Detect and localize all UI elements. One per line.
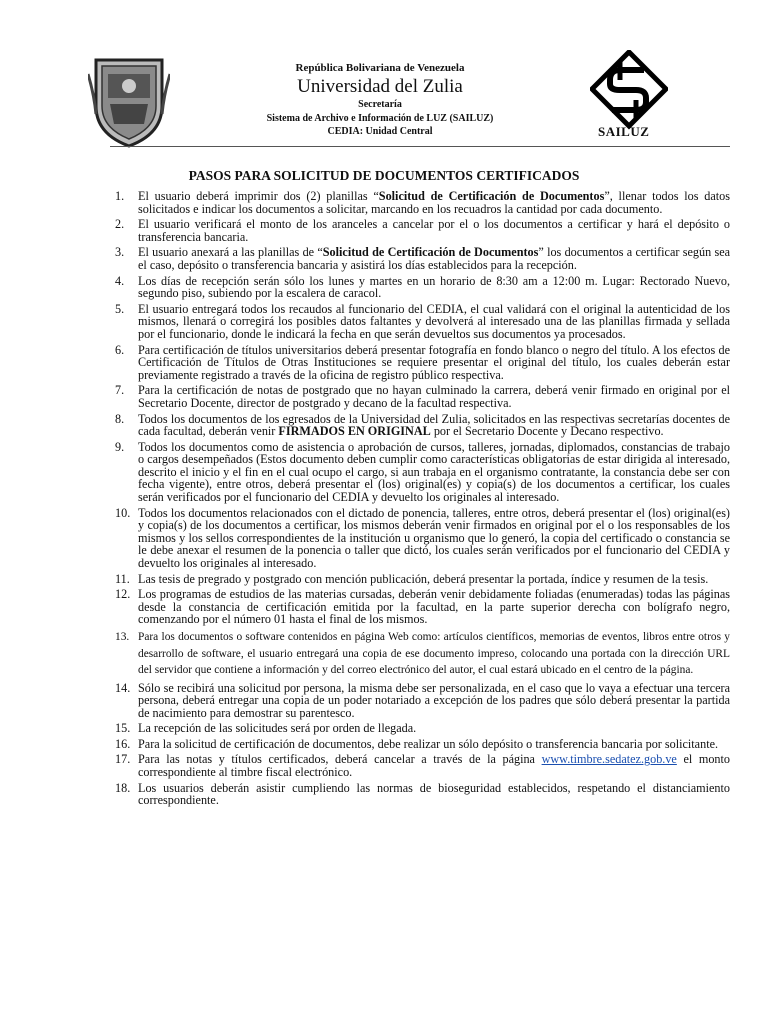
list-item: 4. Los días de recepción serán sólo los lunes y martes en un horario de 8:30 am a 12:00 m. Lugar: Rectorado Nuevo, segundo piso, subiendo por la escalera de caracol. (115, 273, 730, 301)
logo-label: SAILUZ (598, 124, 650, 139)
list-item: 3. El usuario anexará a las planillas de “Solicitud de Certificación de Documentos” los documentos a certificar según sea el caso, depósito o transferencia bancaria y asistirá los días establecidos para la recepción. (115, 245, 731, 272)
item-number: 17. (115, 752, 131, 767)
item-number: 10. (115, 505, 131, 520)
list-item: 15. La recepción de las solicitudes será por orden de llegada. (115, 721, 417, 736)
item-number: 3. (115, 245, 125, 260)
sailuz-logo-icon (590, 50, 668, 130)
list-item: 8. Todos los documentos de los egresados de la Universidad del Zulia, solicitados en las respectivas secretarías docentes de cada facultad, deberán venir FIRMADOS EN ORIGINAL por el Secretario Docente y Decano respectivo. (115, 411, 730, 439)
item-number: 18. (115, 780, 131, 795)
item-number: 13. (115, 631, 130, 643)
list-item: 11. Las tesis de pregrado y postgrado con mención publicación, deberá presentar la portada, índice y resumen de la tesis. (115, 571, 709, 586)
timbre-link[interactable]: www.timbre.sedatez.gob.ve (541, 752, 677, 767)
list-item: 6. Para certificación de títulos universitarios deberá presentar fotografía en fondo blanco o negro del título. A los efectos de Certificación de Títulos de Otras Instituciones se requiere presentar el original del título, los cuales deberán estar previamente registrado a través de la oficina de registro público respectiva. (115, 342, 730, 382)
item-number: 11. (115, 571, 130, 586)
list-item: 2. El usuario verificará el monto de los aranceles a cancelar por el o los documentos a certificar y hará el depósito o transferencia bancaria. (115, 217, 730, 244)
header-divider (110, 146, 730, 147)
list-item: 16. Para la solicitud de certificación de documentos, debe realizar un sólo depósito o transferencia bancaria por solicitante. (115, 736, 719, 751)
item-number: 9. (115, 439, 125, 454)
list-item: 17. Para las notas y títulos certificados, deberá cancelar a través de la página www.timbre.sedatez.gob.ve el monto correspondiente al timbre fiscal electrónico. (115, 752, 730, 780)
item-number: 4. (115, 273, 125, 288)
bold-emphasis: FIRMADOS EN ORIGINAL (278, 424, 431, 439)
unit-name: CEDIA: Unidad Central (327, 126, 433, 137)
list-item: 18. Los usuarios deberán asistir cumpliendo las normas de bioseguridad establecidos, respetando el distanciamiento correspondiente. (115, 780, 730, 808)
item-number: 8. (115, 411, 125, 426)
document-header (0, 0, 768, 150)
item-number: 7. (115, 383, 125, 398)
bold-form-name: Solicitud de Certificación de Documentos (378, 189, 605, 203)
list-item: 1. El usuario deberá imprimir dos (2) planillas “Solicitud de Certificación de Documentos”, llenar todos los datos solicitados e indicar los documentos a solicitar, marcando en los recuadros la cantidad por cada documento. (115, 189, 730, 216)
list-item: 10. Todos los documentos relacionados con el dictado de ponencia, talleres, entre otros, deberá presentar el (los) original(es) y copia(s) de los documentos a certificar, los mismos deberán venir firmados en original por el o los responsables de los mismos y los sellos correspondientes de la institución u organismo que lo generó, la copia del certificado o constancia se le debe anexar el resumen de la ponencia o taller que dictó, los cuales serán verificados por el funcionario del CEDIA y devuelto los originales al interesado. (115, 505, 730, 571)
page-title: PASOS PARA SOLICITUD DE DOCUMENTOS CERTIFICADOS (188, 168, 580, 183)
list-item: 5. El usuario entregará todos los recaudos al funcionario del CEDIA, el cual validará con el original la autenticidad de los mismos, llenará o corregirá los posibles datos faltantes y devolverá al interesado una de las planillas firmada y sellada por el funcionario, donde le indicará la fecha en que serán devueltos sus documentos ya procesados. (115, 301, 730, 341)
university-name: Universidad del Zulia (297, 76, 463, 97)
list-item: 12. Los programas de estudios de las materias cursadas, deberán venir debidamente foliadas (enumeradas) todas las páginas desde la constancia de certificación emitida por la facultad, en la parte superior derecha con bolígrafo negro, comenzando por el número 01 hasta el final de los mismos. (115, 587, 730, 627)
steps-list (110, 190, 730, 810)
list-item: 9. Todos los documentos como de asistencia o aprobación de cursos, talleres, jornadas, diplomados, constancias de trabajo o cargos desempeñados (Estos documento deben cumplir como características obligatorias de estar dirigida al interesado, descrito el inicio y el fin en el cual ocupo el cargo, si aun trabaja en el organismo contratante, la constancia debe ser con fecha vigente), entre otros, deberá presentar el (los) original(es) y copia(s) de los documentos a certificar, los cuales serán verificados por el funcionario del CEDIA y devuelto los originales al interesado. (115, 439, 730, 505)
item-number: 15. (115, 721, 131, 736)
item-number: 2. (115, 217, 125, 232)
university-seal-icon (88, 54, 170, 150)
item-number: 12. (115, 587, 131, 602)
list-item: 13. Para los documentos o software contenidos en página Web como: artículos científicos, memorias de eventos, libros entre otros y desarrollo de software, el usuario entregará una copia de ese documento impreso, colocando una portada con la dirección URL del servidor que contiene a información y del correo electrónico del autor, el cual estará ubicado en el centro de la página. (115, 631, 730, 676)
item-number: 14. (115, 680, 131, 695)
office-name: Secretaría (358, 99, 402, 110)
system-name: Sistema de Archivo e Información de LUZ (SAILUZ) (266, 113, 494, 124)
item-number: 16. (115, 736, 131, 751)
list-item: 7. Para la certificación de notas de postgrado que no hayan culminado la carrera, deberá venir firmado en original por el Secretario Docente, director de postgrado y decano de la facultad respectiva. (115, 383, 730, 410)
item-number: 5. (115, 301, 125, 316)
item-number: 6. (115, 342, 125, 357)
bold-form-name: Solicitud de Certificación de Documentos (322, 245, 539, 260)
list-item: 14. Sólo se recibirá una solicitud por persona, la misma debe ser personalizada, en el caso que lo vaya a efectuar una tercera persona, deberá entregar una copia de un poder notariado a excepción de los padres que sólo deberá presentar la partida de nacimiento para demostrar su parentesco. (115, 680, 730, 720)
item-number: 1. (115, 189, 125, 203)
country-line: República Bolivariana de Venezuela (295, 62, 465, 74)
